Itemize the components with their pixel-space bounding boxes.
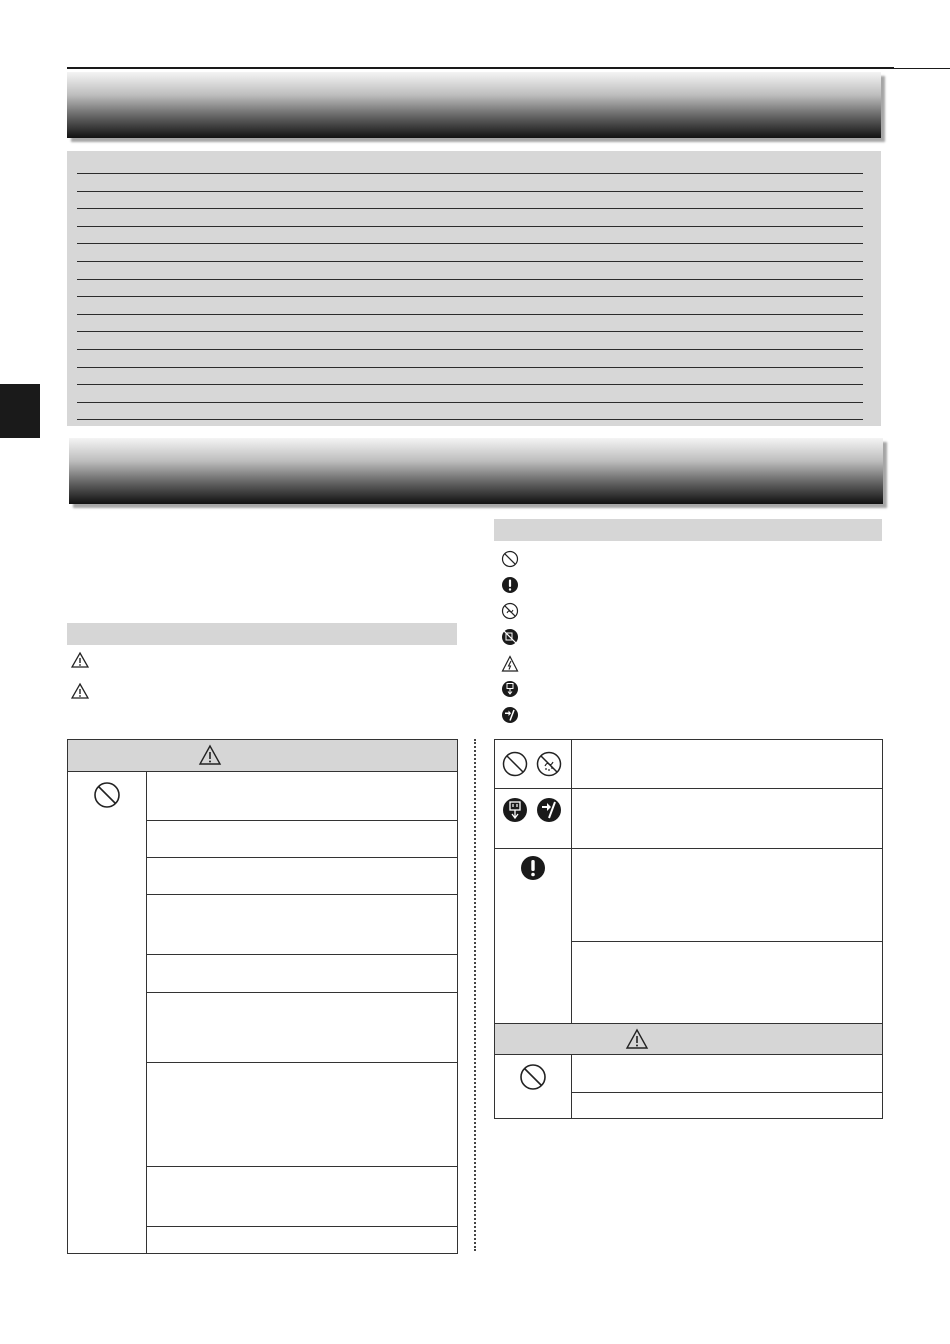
prohibition-icon: [518, 1062, 548, 1092]
toc-row-line: [77, 191, 863, 192]
toc-row-line: [77, 173, 863, 174]
prohibition-icon: [92, 780, 122, 810]
ground-connection-icon: [535, 796, 563, 824]
section-banner-safety: [69, 438, 883, 504]
toc-row-line: [77, 296, 863, 297]
warning-table-row-line: [146, 1226, 457, 1227]
warning-table-header: [68, 740, 457, 772]
toc-row-line: [77, 331, 863, 332]
toc-row-line: [77, 261, 863, 262]
column-separator: [474, 739, 476, 1251]
warning-heading-bar: [67, 623, 457, 645]
caution-table-divider: [571, 1055, 572, 1118]
toc-row-line: [77, 402, 863, 403]
warning-triangle-icon: [71, 682, 89, 700]
toc-row-line: [77, 367, 863, 368]
top-rule-extension: [894, 68, 950, 69]
toc-row-line: [77, 243, 863, 244]
warning-table-row-line: [146, 1062, 457, 1063]
warning-table-row-line: [146, 992, 457, 993]
warning-table: [67, 739, 458, 1254]
warning-table-divider: [146, 772, 147, 1253]
warning-triangle-icon: [71, 651, 89, 669]
caution-table-row-line: [571, 1092, 882, 1093]
toc-row-line: [77, 314, 863, 315]
warning-table-row-line: [146, 894, 457, 895]
right-table-row-line: [495, 848, 882, 849]
toc-row-line: [77, 419, 863, 420]
chapter-side-tab: [0, 384, 40, 438]
right-table-divider-top: [571, 740, 572, 1023]
symbols-heading-bar: [494, 519, 882, 541]
toc-row-line: [77, 226, 863, 227]
section-banner-top: [67, 72, 881, 138]
do-not-wet-icon: [501, 602, 519, 620]
mandatory-instruction-icon: [519, 854, 547, 882]
top-rule: [67, 67, 894, 69]
unplug-icon: [501, 796, 529, 824]
ground-connection-icon: [501, 706, 519, 724]
toc-row-line: [77, 384, 863, 385]
do-not-wet-icon: [535, 750, 563, 778]
warning-table-row-line: [146, 1166, 457, 1167]
toc-row-line: [77, 208, 863, 209]
do-not-touch-wet-hands-icon: [501, 628, 519, 646]
right-table-row-line: [495, 788, 882, 789]
table-of-contents: [67, 151, 881, 426]
mandatory-instruction-icon: [501, 576, 519, 594]
warning-table-row-line: [146, 954, 457, 955]
safety-instructions-table: [494, 739, 883, 1119]
right-table-row-line: [571, 941, 882, 942]
prohibition-icon: [501, 750, 529, 778]
caution-table-header: [495, 1023, 882, 1055]
warning-triangle-icon: [625, 1028, 649, 1050]
toc-row-line: [77, 279, 863, 280]
electric-shock-warning-icon: [501, 655, 519, 673]
warning-triangle-icon: [198, 744, 222, 766]
warning-table-row-line: [146, 820, 457, 821]
prohibition-icon: [501, 550, 519, 568]
toc-row-line: [77, 349, 863, 350]
unplug-icon: [501, 680, 519, 698]
warning-table-row-line: [146, 857, 457, 858]
